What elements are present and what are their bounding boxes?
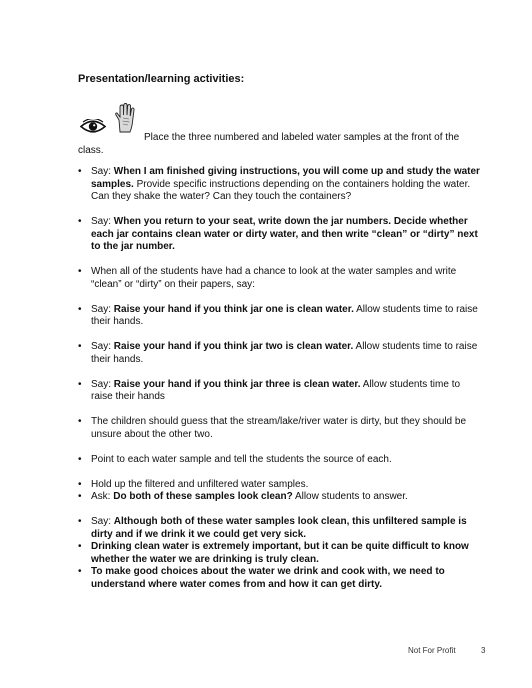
footer-label: Not For Profit (408, 646, 456, 655)
list-item: • Hold up the filtered and unfiltered water samples. (78, 479, 484, 492)
list-item: • Say: Raise your hand if you think jar three is clean water. Allow students time to raise their hands (78, 379, 484, 404)
list-item: • Say: Although both of these water samples look clean, this unfiltered sample is dirty and if we drink it we could get very sick. (78, 516, 484, 541)
list-item: • When all of the students have had a chance to look at the water samples and write “clean” or “dirty” on their papers, say: (78, 266, 484, 291)
list-item: • To make good choices about the water we drink and cook with, we need to understand where water comes from and how it can get dirty. (78, 566, 484, 591)
list-item: • Say: Raise your hand if you think jar two is clean water. Allow students time to raise their hands. (78, 341, 484, 366)
list-item: • Say: Raise your hand if you think jar one is clean water. Allow students time to raise their hands. (78, 304, 484, 329)
list-item: • Say: When I am finished giving instructions, you will come up and study the water samples. Provide specific instructions depending on the containers holding the water. Can they shake the water? Can they touch the containers? (78, 166, 484, 204)
section-heading: Presentation/learning activities: (78, 73, 245, 85)
list-item: • The children should guess that the stream/lake/river water is dirty, but they should be unsure about the other two. (78, 416, 484, 441)
list-item: • Ask: Do both of these samples look clean? Allow students to answer. (78, 491, 484, 504)
page-number: 3 (481, 646, 486, 655)
list-item: • Drinking clean water is extremely important, but it can be quite difficult to know whether the water we are drinking is truly clean. (78, 541, 484, 566)
list-item: • Say: When you return to your seat, write down the jar numbers. Decide whether each jar contains clean water or dirty water, and then write “clean” or “dirty” next to the jar number. (78, 216, 484, 254)
intro-paragraph: Place the three numbered and labeled water samples at the front of the class. (78, 132, 460, 156)
list-item: • Point to each water sample and tell the students the source of each. (78, 454, 484, 467)
activity-list (78, 166, 484, 591)
